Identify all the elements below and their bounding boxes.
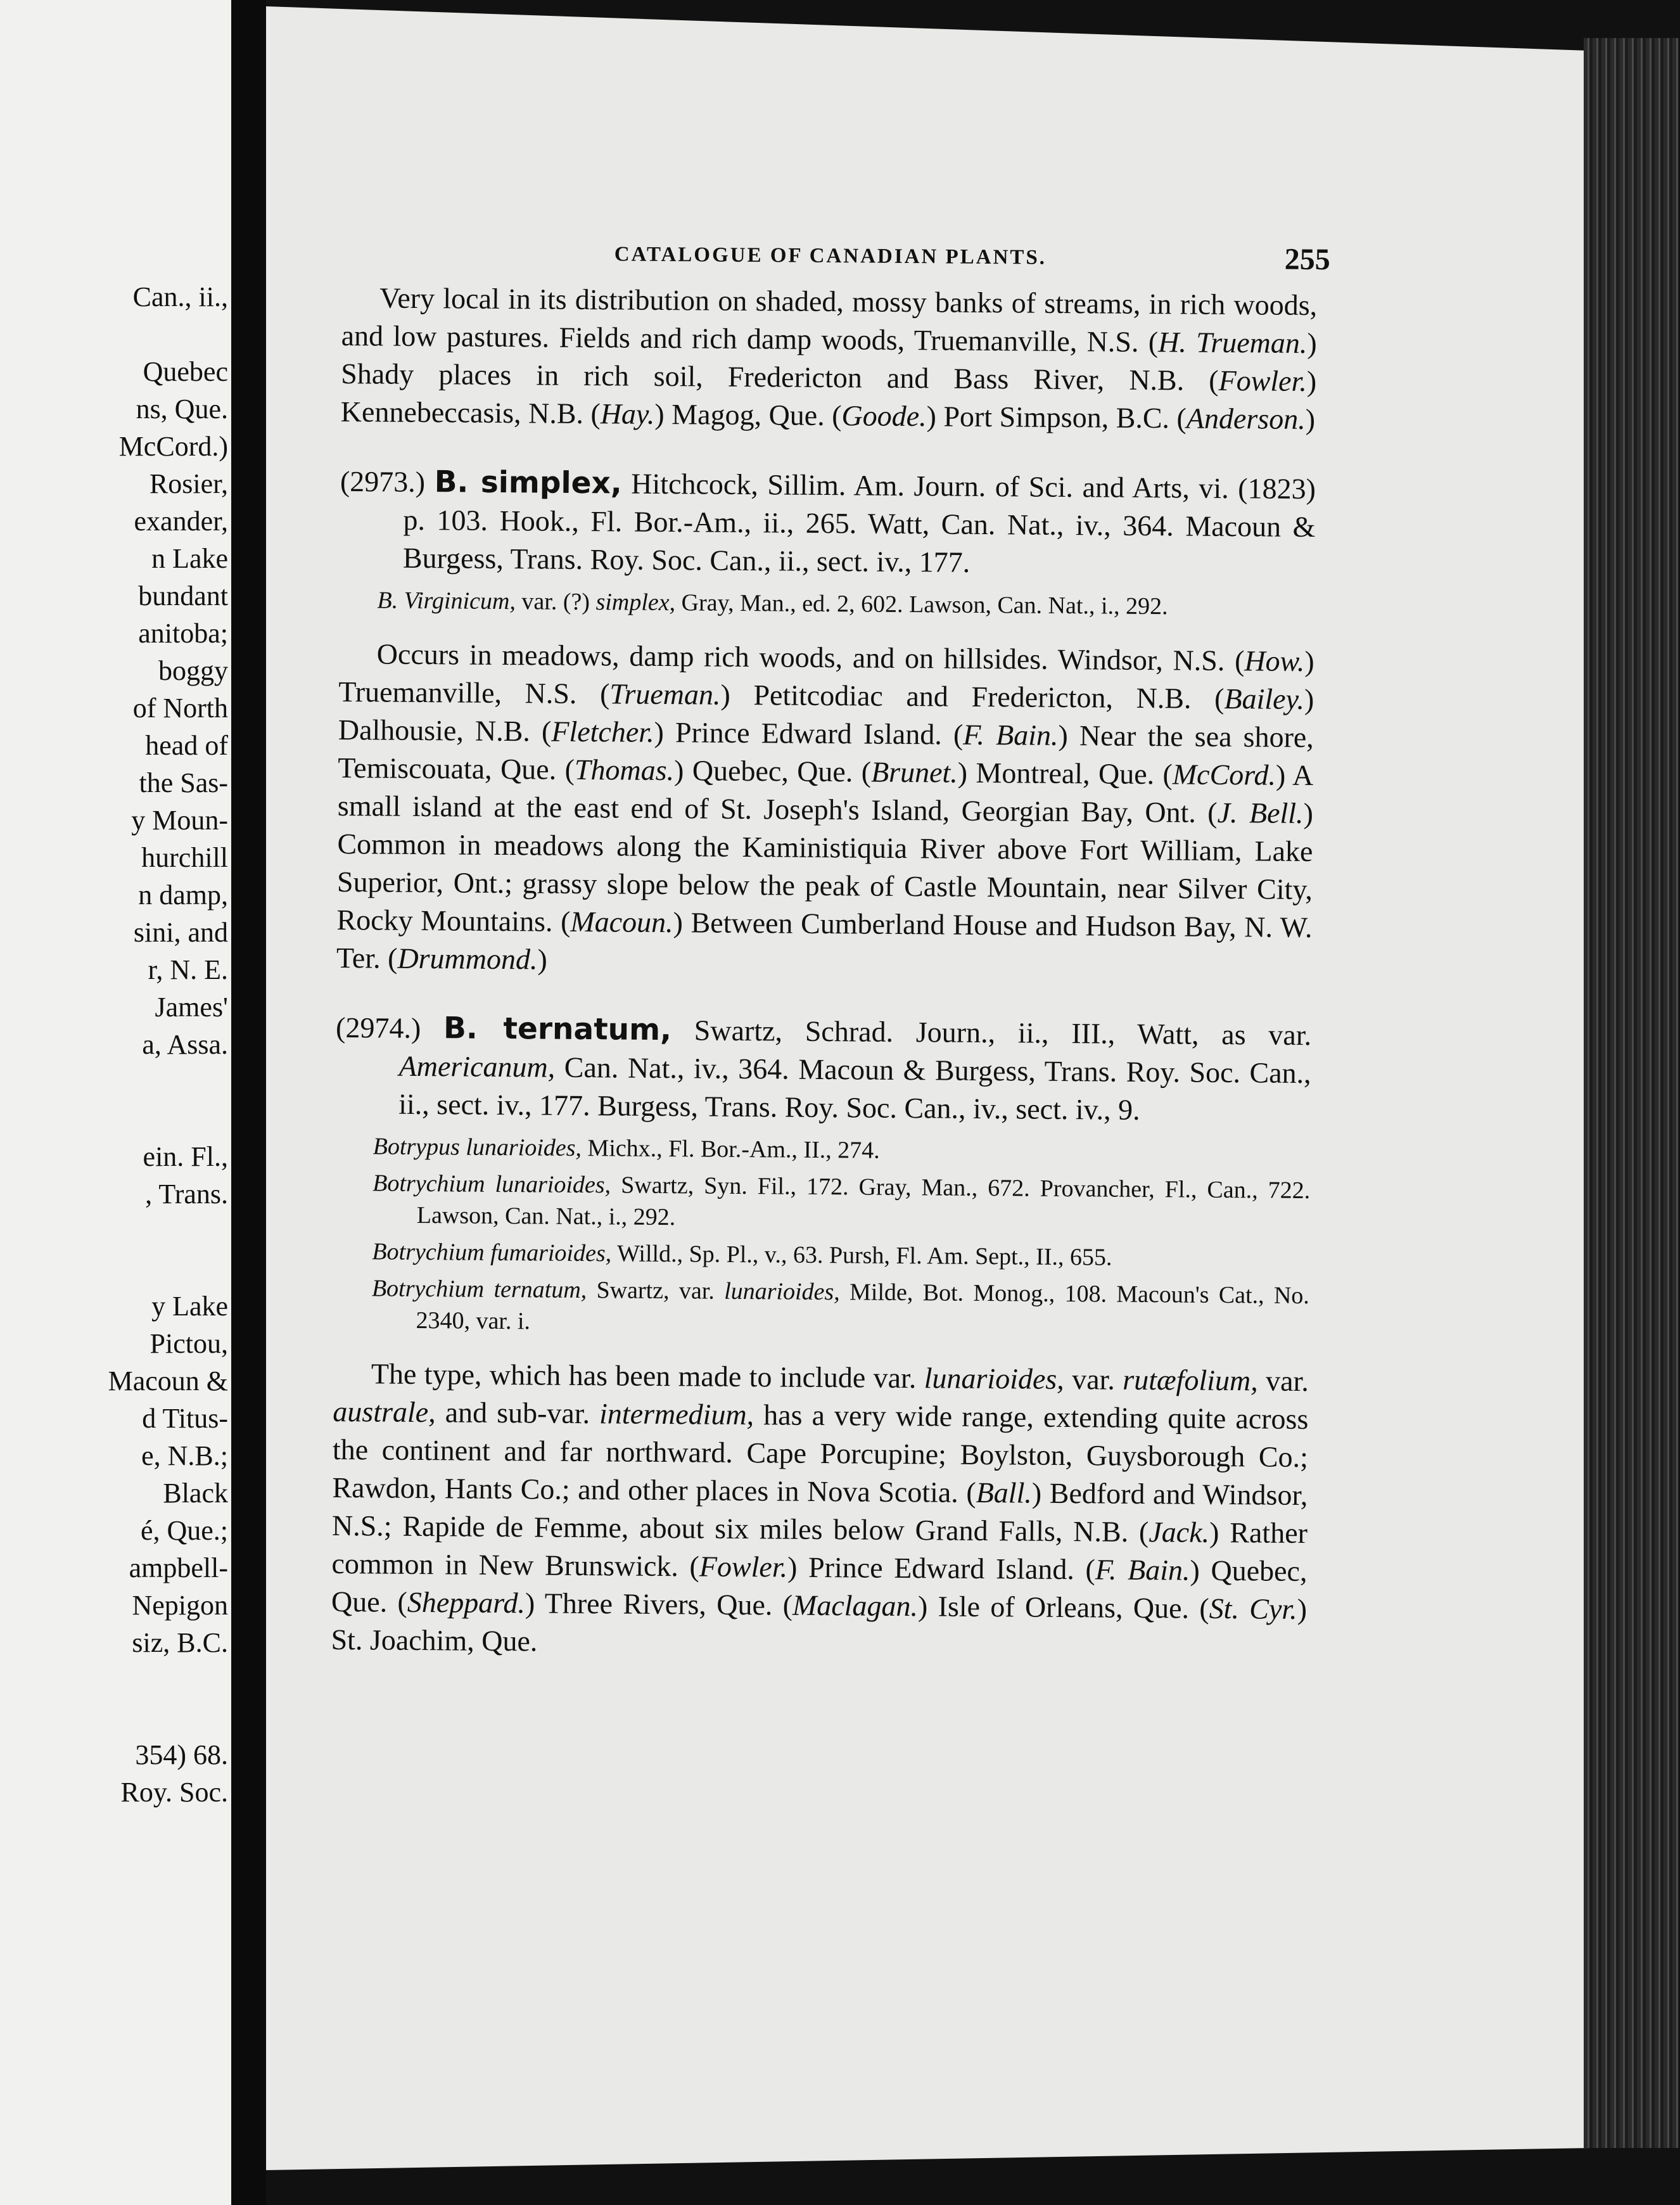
previous-page-line: anitoba; xyxy=(138,618,228,649)
synonym: Botrypus lunarioides, Michx., Fl. Bor.-Am., II., 274. xyxy=(372,1133,880,1164)
entry-2974: (2974.) B. ternatum, Swartz, Schrad. Journ., ii., III., Watt, as var. Americanum, Can. Nat., iv., 364. Macoun & Burgess, Trans. Roy. Soc. Can., ii., sect. iv., 177. Burgess, Trans. Roy. Soc. Can., iv., sect. iv., 9. xyxy=(335,1011,1312,1126)
page-content xyxy=(331,234,1330,1666)
previous-page-line: Nepigon xyxy=(132,1590,228,1621)
paragraph-distribution-2973: Occurs in meadows, damp rich woods, and on hillsides. Windsor, N.S. (How.) Truemanville, N.S. (Trueman.) Petitcodiac and Fredericton, N.B. (Bailey.) Dalhousie, N.B. (Fletcher.) Prince Edward Island. (F. Bain.) Near the sea shore, Temiscouata, Que. (Thomas.) Quebec, Que. (Brunet.) Montreal, Que. (McCord.) A small island at the east end of St. Joseph's Island, Georgian Bay, Ont. (J. Bell.) Common in meadows along the Kaministiquia River above Fort William, Lake Superior, Ont.; grassy slope below the peak of Castle Mountain, near Silver City, Rocky Mountains. (Macoun.) Between Cumberland House and Hudson Bay, N. W. Ter. (Drummond.) xyxy=(336,637,1314,976)
page-edges xyxy=(1584,38,1679,2148)
previous-page-line: n Lake xyxy=(151,543,228,574)
previous-page-line: Pictou, xyxy=(150,1328,228,1359)
citation: Hitchcock, Sillim. Am. Journ. of Sci. and Arts, vi. (1823) p. 103. Hook., Fl. Bor.-Am., ii., 265. Watt, Can. Nat., iv., 364. Macoun & Burgess, Trans. Roy. Soc. Can., ii., sect. iv., 177. xyxy=(402,467,1316,578)
synonym: B. Virginicum, var. (?) simplex, Gray, Man., ed. 2, 602. Lawson, Can. Nat., i., 292. xyxy=(377,587,1168,620)
previous-page-line: 354) 68. xyxy=(135,1739,228,1770)
species-name: B. simplex, xyxy=(434,464,622,501)
book-gutter xyxy=(231,0,266,2205)
page-header xyxy=(341,234,1330,286)
synonyms-2973 xyxy=(339,584,1314,623)
paragraph-distribution-2974: The type, which has been made to include var. lunarioides, var. rutæfolium, var. australe, and sub-var. intermedium, has a very wide range, extending quite across the continent and far northward. Cape Porcupine; Boylston, Guysborough Co.; Rawdon, Hants Co.; and other places in Nova Scotia. (Ball.) Bedford and Windsor, N.S.; Rapide de Femme, about six miles below Grand Falls, N.B. (Jack.) Rather common in New Brunswick. (Fowler.) Prince Edward Island. (F. Bain.) Quebec, Que. (Sheppard.) Three Rivers, Que. (Maclagan.) Isle of Orleans, Que. (St. Cyr.) St. Joachim, Que. xyxy=(331,1357,1309,1658)
previous-page-fragment xyxy=(0,0,231,2205)
previous-page-line: , Trans. xyxy=(145,1179,228,1210)
entry-number: (2974.) xyxy=(335,1011,421,1045)
previous-page-line: hurchill xyxy=(141,842,228,873)
previous-page-line: Black xyxy=(163,1478,228,1509)
synonyms-2974 xyxy=(333,1130,1310,1343)
previous-page-line: r, N. E. xyxy=(148,954,228,985)
previous-page-line: Can., ii., xyxy=(132,281,228,312)
previous-page-line: James' xyxy=(155,992,228,1023)
running-head: CATALOGUE OF CANADIAN PLANTS. xyxy=(614,243,1047,269)
entry-2973 xyxy=(340,463,1316,584)
synonym: Botrychium fumarioides, Willd., Sp. Pl., v., 63. Pursh, Fl. Am. Sept., II., 655. xyxy=(372,1238,1112,1271)
previous-page-line: head of xyxy=(145,730,228,761)
previous-page-line: ampbell- xyxy=(129,1552,228,1583)
previous-page-line: the Sas- xyxy=(139,767,228,798)
previous-page-line: Macoun & xyxy=(108,1365,228,1396)
previous-page-line: sini, and xyxy=(133,917,228,948)
synonym: Botrychium ternatum, Swartz, var. lunarioides, Milde, Bot. Monog., 108. Macoun's Cat., No. 2340, var. i. xyxy=(371,1275,1310,1335)
previous-page-line: ns, Que. xyxy=(136,393,228,425)
previous-page-line: Roy. Soc. xyxy=(120,1777,228,1808)
previous-page-line: McCord.) xyxy=(118,431,228,462)
previous-page-line: a, Assa. xyxy=(142,1029,228,1060)
previous-page-line: ein. Fl., xyxy=(143,1141,228,1172)
previous-page-line: of North xyxy=(132,693,228,724)
synonym: Botrychium lunarioides, Swartz, Syn. Fil., 172. Gray, Man., 672. Provancher, Fl., Can., 722. Lawson, Can. Nat., i., 292. xyxy=(372,1170,1311,1231)
entry-number: (2973.) xyxy=(340,464,426,499)
previous-page-line: bundant xyxy=(138,580,228,611)
previous-page-line: y Lake xyxy=(151,1291,228,1322)
paragraph-distribution-2972: Very local in its distribution on shaded, mossy banks of streams, in rich woods, and low pastures. Fields and rich damp woods, Truemanville, N.S. (H. Trueman.) Shady places in rich soil, Fredericton and Bass River, N.B. (Fowler.) Kennebeccasis, N.B. (Hay.) Magog, Que. (Goode.) Port Simpson, B.C. (Anderson.) xyxy=(340,281,1318,436)
previous-page-line: Quebec xyxy=(143,356,228,387)
previous-page-line: siz, B.C. xyxy=(132,1627,228,1658)
previous-page-line: é, Que.; xyxy=(140,1515,228,1546)
previous-page-line: n damp, xyxy=(138,879,228,911)
previous-page-line: d Titus- xyxy=(142,1403,228,1434)
previous-page-line: exander, xyxy=(134,506,228,537)
page-number: 255 xyxy=(1284,242,1330,277)
previous-page-line: boggy xyxy=(158,655,228,686)
species-name: B. ternatum, xyxy=(443,1011,672,1048)
previous-page-line: e, N.B.; xyxy=(141,1440,228,1471)
previous-page-line: Rosier, xyxy=(149,468,228,499)
previous-page-line: y Moun- xyxy=(131,805,228,836)
